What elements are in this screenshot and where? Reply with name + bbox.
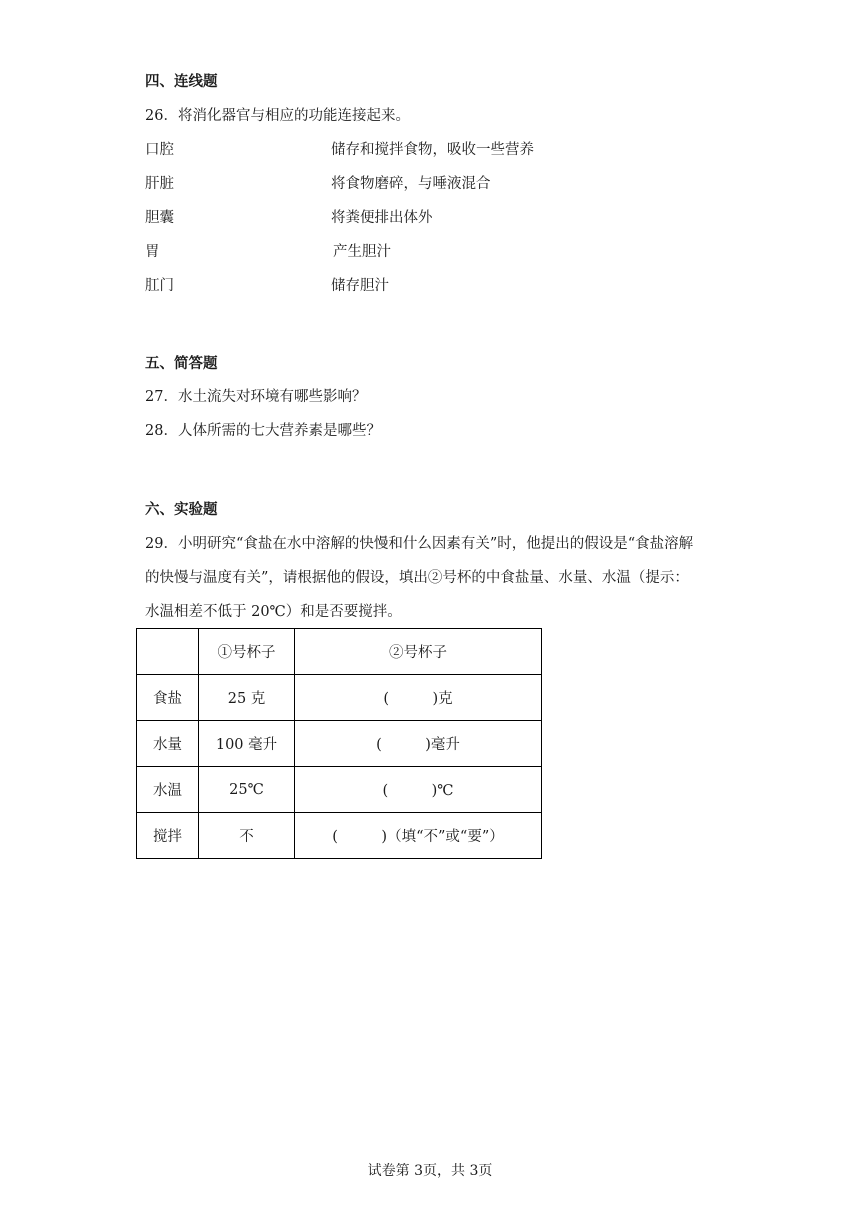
function-label: 将粪便排出体外 — [331, 210, 433, 226]
organ-label: 胆囊 — [145, 210, 174, 226]
table-cell: 水量 — [137, 721, 199, 767]
table-cell: 25℃ — [199, 767, 295, 813]
table-header-row — [137, 629, 542, 675]
organ-label: 胃 — [145, 244, 160, 260]
table-row — [137, 767, 542, 813]
table-cell: 不 — [199, 813, 295, 859]
table-cell: 25 克 — [199, 675, 295, 721]
table-row — [137, 813, 542, 859]
page-footer: 试卷第 3页，共 3页 — [367, 1163, 493, 1179]
function-label: 产生胆汁 — [333, 244, 391, 260]
question-28: 28．人体所需的七大营养素是哪些？ — [145, 423, 381, 439]
experiment-table — [136, 628, 542, 859]
table-row — [137, 675, 542, 721]
question-26: 26．将消化器官与相应的功能连接起来。 — [145, 108, 410, 124]
question-29-line: 的快慢与温度有关”，请根据他的假设，填出②号杯的中食盐量、水量、水温（提示： — [145, 570, 689, 586]
question-29-line: 水温相差不低于 20℃）和是否要搅拌。 — [145, 604, 402, 620]
question-29-line: 29．小明研究“食盐在水中溶解的快慢和什么因素有关”时，他提出的假设是“食盐溶解 — [145, 536, 694, 552]
table-row — [137, 721, 542, 767]
organ-label: 肝脏 — [145, 176, 174, 192]
function-label: 储存和搅拌食物，吸收一些营养 — [331, 142, 534, 158]
organ-label: 肛门 — [145, 278, 174, 294]
section-heading-experiment: 六、实验题 — [145, 501, 218, 518]
organ-label: 口腔 — [145, 142, 174, 158]
table-cell: ②号杯子 — [295, 629, 542, 675]
question-27: 27．水土流失对环境有哪些影响？ — [145, 389, 367, 405]
table-cell — [137, 629, 199, 675]
section-heading-matching: 四、连线题 — [145, 73, 218, 90]
table-cell-blank[interactable]: ( )克 — [295, 675, 542, 721]
section-heading-short-answer: 五、简答题 — [145, 355, 218, 372]
function-label: 将食物磨碎，与唾液混合 — [331, 176, 491, 192]
table-cell: 100 毫升 — [199, 721, 295, 767]
table-cell-blank[interactable]: ( )毫升 — [295, 721, 542, 767]
table-cell-blank[interactable]: ( )（填“不”或“要”） — [295, 813, 542, 859]
table-cell: 水温 — [137, 767, 199, 813]
table-cell: 食盐 — [137, 675, 199, 721]
table-cell-blank[interactable]: ( )℃ — [295, 767, 542, 813]
table-cell: ①号杯子 — [199, 629, 295, 675]
table-cell: 搅拌 — [137, 813, 199, 859]
function-label: 储存胆汁 — [331, 278, 389, 294]
